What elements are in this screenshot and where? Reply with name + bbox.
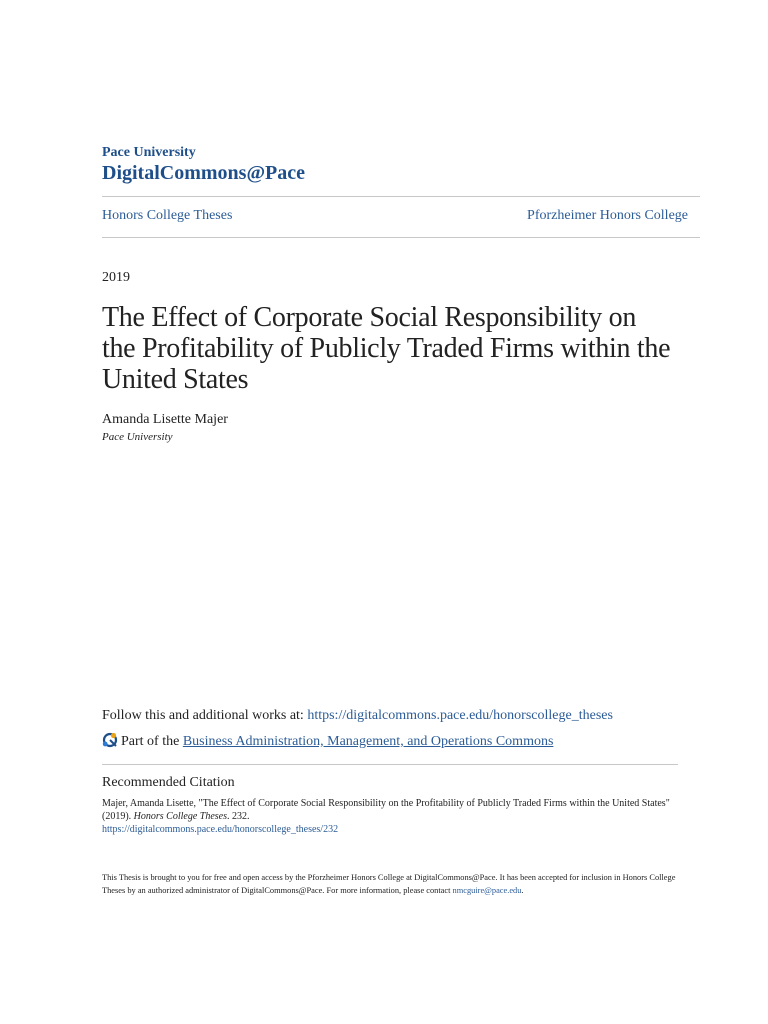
follow-url-link[interactable]: https://digitalcommons.pace.edu/honorscollege_theses (307, 708, 613, 723)
title-line: the Profitability of Publicly Traded Firms within the (102, 333, 671, 364)
follow-line (102, 708, 613, 724)
collection-link[interactable]: Honors College Theses (102, 208, 233, 223)
commons-link[interactable]: Business Administration, Management, and Operations Commons (182, 734, 554, 749)
citation-text (102, 797, 678, 836)
notice-end: . (521, 886, 524, 895)
author-name: Amanda Lisette Majer (102, 412, 228, 427)
divider (102, 237, 700, 238)
author-affiliation: Pace University (102, 431, 173, 443)
title-line: The Effect of Corporate Social Responsibility on (102, 302, 637, 333)
citation-heading: Recommended Citation (102, 775, 235, 790)
contact-email-link[interactable]: nmcguire@pace.edu (452, 886, 522, 895)
access-notice (102, 871, 692, 897)
follow-label: Follow this and additional works at: (102, 708, 308, 723)
title-line: United States (102, 364, 249, 395)
repository-link[interactable]: DigitalCommons@Pace (102, 162, 306, 184)
citation-url-link[interactable]: https://digitalcommons.pace.edu/honorscollege_theses/232 (102, 824, 339, 835)
publication-year: 2019 (102, 270, 130, 285)
divider (102, 764, 678, 765)
university-name: Pace University (102, 145, 196, 160)
citation-journal: Honors College Theses (133, 811, 228, 822)
citation-body: Majer, Amanda Lisette, "The Effect of Corporate Social Responsibility on the Profitability of Publicly Traded Firms within the United States" (2019). (102, 798, 670, 822)
college-link[interactable]: Pforzheimer Honors College (527, 208, 688, 223)
notice-text: This Thesis is brought to you for free and open access by the Pforzheimer Honors College at DigitalCommons@Pace. It has been accepted for inclusion in Honors College Theses by an authorized administrator of DigitalCommons@Pace. For more information, please contact (102, 873, 676, 895)
citation-number: . 232. (227, 811, 250, 822)
part-of-label: Part of the (121, 734, 183, 749)
commons-network-icon (102, 732, 118, 748)
part-of-line (102, 732, 553, 750)
divider (102, 196, 700, 197)
thesis-title (102, 302, 692, 395)
